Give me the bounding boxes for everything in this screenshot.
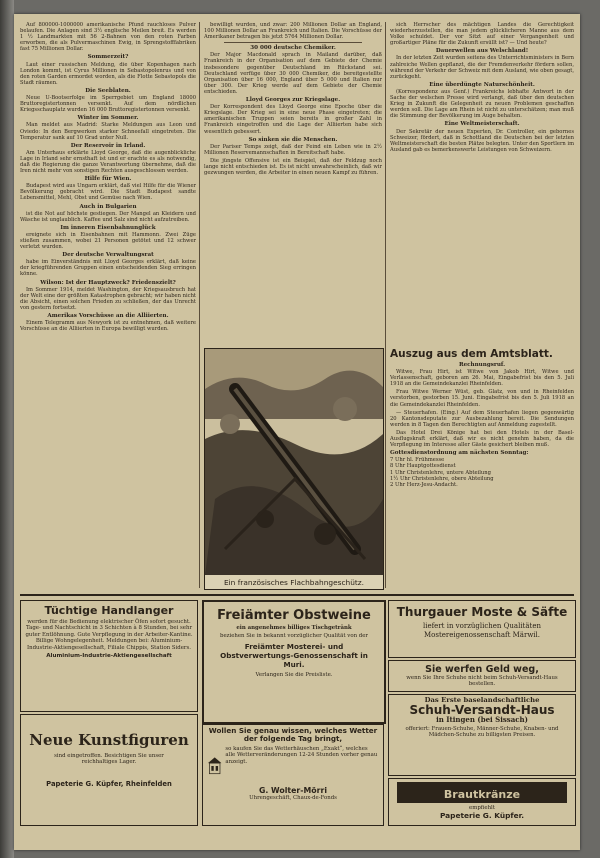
ad-kunstfiguren (20, 714, 198, 826)
amtsblatt-paragraph-4: Das Hotel Drei Könige hat bei den Hotels in der Basel-Ausflugskraft erklärt, daß wir es nicht genehm haben, da die Verpflegung im Interesse aller Gäste gesichert bleiben muß. (390, 429, 574, 449)
ad-schuh-intro: Das Erste baselandschaftliche (424, 696, 540, 704)
ad-geld (388, 660, 576, 692)
column-rule (385, 22, 386, 588)
ad-wetter-text: so kaufen Sie das Wetterhäuschen „Exakt“, welches alle Wetterveränderungen 12-24 Stunden vorher genau anzeigt. (225, 745, 378, 765)
ad-brautkraenze-sub: empfiehlt (469, 805, 495, 811)
col3-heading-2: Eine überdüngte Naturschönheit. (429, 81, 535, 88)
column-rule (199, 22, 200, 588)
col2-paragraph-1: Der Major Macdonald sprach in Mailand darüber, daß Frankreich in der Organisation auf dem Gebiete der Chemie insbesondere gegenüber Deutschland im Rückstand sei. Deutschland verfüge über 30 000 Chemiker, die bereitgestellte Organisation über 16 000, England über 5 000 und Italien nur über 300. Der Krieg werde auf dem Gebiete der Chemie entschieden. (204, 52, 382, 95)
ad-geld-text: wenn Sie Ihre Schuhe nicht beim Schuh-Versandt-Haus bestellen. (406, 675, 558, 688)
ad-kunstfiguren-text: sind eingetroffen. Besichtigen Sie unser reichhaltiges Lager. (54, 753, 164, 766)
ad-obstweine (202, 600, 386, 724)
col1-text-top: Auf 800000-1000000 amerikanische Pfund rauchloses Pulver belaufen. Die Anlagen sind 3½ englische Meilen breit. Es werden 1 ½ Landmarkten mit 56 2-Bahnen von den roten Farben erworben, die als Pulvermaschinen Ewig, in Sprengstofffabriken fast 75 Millionen Dollar. (20, 22, 196, 53)
ad-obstweine-title: Freiämter Obstweine (217, 608, 371, 623)
col2-heading-1: 30 000 deutsche Chemiker. (250, 45, 336, 52)
weather-house-icon (207, 746, 222, 786)
col2-paragraph-3: Der Pariser Temps zeigt, daß der Feind ein Leben wie in 2½ Millionen Reservemannschaften in Bereitschaft habe. (204, 143, 382, 156)
ad-brautkraenze-title: Brautkränze (443, 788, 521, 801)
col2-paragraph-2: Der Korrespondent des Lloyd George eine Epoche über die Kriegslage. Der Krieg sei in eine neue Phase eingetreten; die amerikanischen Truppen seien bereits in großer Zahl in Frankreich eingetroffen und die Lage der Alliierten habe sich wesentlich gebessert. (204, 104, 382, 135)
col1-heading-10: Amerikas Vorschüsse an die Alliierten. (47, 313, 169, 320)
col1-paragraph-9: Im Sommer 1914, meldet Washington, der Kriegsausbruch hat der Welt eine der größten Katastrophen gebracht; wir haben nicht die Absicht, einen solchen Frieden zu schließen, der das Unrecht von gestern fortsetzt. (20, 286, 196, 311)
ad-schuh-title: Schuh-Versandt-Haus (409, 703, 555, 718)
col1-paragraph-3: Man meldet aus Madrid: Starke Meldungen aus Leon und Oviedo: In den Bergwerken starker Schneefall eingetreten. Die Temperatur sank auf 10 Grad unter Null. (20, 122, 196, 141)
sunday-service-item: 7 Uhr hl. Frühmesse (390, 457, 445, 464)
ad-wetter-address: Uhrengeschäft, Chaux-de-Fonds (249, 794, 337, 801)
column-3 (390, 22, 574, 352)
column-2 (204, 22, 382, 352)
ad-schuh-town: in Itingen (bei Sissach) (436, 715, 528, 725)
ad-obstweine-company: Freiämter Mosterei- und Obstverwertungs-Genossenschaft in Muri. (220, 641, 368, 669)
col1-heading-9: Wilson: Ist der Hauptzweck? Friedenszielt? (40, 279, 176, 286)
col1-heading-2: Die Seeblaten. (85, 87, 131, 94)
ad-schuh-text: offeriert: Frauen-Schuhe, Männer-Schuhe, Knaben- und Mädchen-Schuhe zu billigsten Preisen. (405, 725, 559, 739)
col3-paragraph-1: In der letzten Zeit wurden seitens des Unterrichtsministers in Bern zahlreiche Wellen gepflanzt, die der Fremdenverkehr fördern sollen, während der Verkehr der Schweiz mit dem Ausland, wie oben gesagt, zurückgeht. (390, 55, 574, 80)
col3-heading-1: Dauerwellen aus Welschland! (435, 48, 529, 55)
col2-heading-3: So sinken sie die Menschen. (248, 136, 338, 143)
ad-brautkraenze-company: Papeterie G. Küpfer. (439, 811, 525, 821)
amtsblatt-title: Auszug aus dem Amtsblatt. (390, 348, 553, 360)
ad-handlanger-title: Tüchtige Handlanger (44, 604, 174, 617)
ad-handlanger-company: Aluminium-Industrie-Aktiengesellschaft (46, 653, 172, 660)
col1-paragraph-2: Neue U-Bootserfolge im Sperrgebiet um England 18000 Bruttoregistertonnen versenkt. Auf dem nördlichen Kriegsschauplatz wurden 16 000 Bruttoregistertonnen versenkt. (20, 95, 196, 114)
col3-paragraph-3: Der Sekretär der neuen Experten, Dr. Controller, ein gebornes Schweizer, fördert, daß in Schottland die Deutschen bei der letzten Weltmeisterschaft die besten Plätze belegten. Unter den Sportlern im Ausland gab es bemerkenswerte Leistungen von Schweizern. (390, 128, 574, 153)
photo-image (205, 349, 383, 575)
newspaper-page (14, 14, 580, 850)
ad-wetter-company: G. Wolter-Mörri (258, 785, 327, 795)
col3-heading-3: Eine Weltmeisterschaft. (444, 121, 520, 128)
col1-paragraph-7: ereignete sich in Eisenbahnen mit Hammonn. Zwei Züge stießen zusammen, wobei 21 Personen getötet und 12 schwer verletzt wurden. (20, 231, 196, 251)
col1-heading-1: Sommerzeit? (87, 54, 129, 61)
col3-paragraph-2: (Korrespondenz aus Genf.) Frankreichs lebhafte Antwort in der Sache der welschen Presse wird verlangt, daß über den deutschen Krieg in Zukunft die Gelegenheit zu neuen Problemen geschaffen werden soll. Die Lage am Rhein ist nicht zu unterschätzen; man muß die Stimmung der Bevölkerung im Auge behalten. (390, 88, 574, 120)
sunday-service-item: 2 Uhr Herz-Jesu-Andacht. (390, 481, 458, 488)
col1-paragraph-4: Am Unterhaus erklärte Lloyd George, daß die augenblickliche Lage in Irland sehr ernsthaft ist und er erachte es als notwendig, daß die Regierung die ganze Verantwortung übernehme, daß die Iren nicht mehr von sonstigen Rechten ausgeschlossen werden. (20, 149, 196, 175)
ad-thurgauer (388, 600, 576, 658)
col2-text-top: bewilligt wurden, und zwar: 200 Millionen Dollar an England, 100 Millionen Dollar an Frankreich und Italien. Die Vorschüsse der Amerikaner betragen bis jetzt 5764 Millionen Dollar. (204, 22, 382, 41)
photo-artillery (204, 348, 384, 590)
divider (224, 42, 362, 43)
ad-thurgauer-title: Thurgauer Moste & Säfte (396, 605, 568, 619)
ad-obstweine-note: Verlangen Sie die Preisliste. (255, 671, 333, 678)
col1-paragraph-10: Einem Telegramm aus Newyork ist zu entnehmen, daß weitere Vorschüsse an die Alliierten in Europa bewilligt wurden. (20, 320, 196, 333)
col1-heading-6: Auch in Bulgarien (79, 203, 137, 210)
ad-handlanger (20, 600, 198, 712)
ad-wetterhaeuschen (202, 724, 384, 826)
col2-paragraph-4: Die jüngste Offensive ist ein Beispiel, daß der Feldzug noch lange nicht entschieden ist. Es ist nicht unwahrscheinlich, daß wir gezwungen werden, die Arbeiter in einen neuen Kampf zu führen. (204, 157, 382, 177)
col1-heading-3: Winter im Sommer. (77, 115, 139, 122)
sunday-service-heading: Gottesdienstordnung am nächsten Sonntag: (390, 450, 529, 457)
ad-thurgauer-text: liefert in vorzüglichen Qualitäten (422, 622, 542, 630)
ad-handlanger-text: werden für die Bedienung elektrischer Öfen sofort gesucht. Tage- und Nachtschicht in 3 Schichten à 8 Stunden, bei sehr guter Entlöhnung. Gute Verpflegung in der Arbeiter-Kantine. Billige Wohngelegenheit. Meldungen bei: Aluminium-Industrie-Aktiengesellschaft, Filiale Chippis, Station Siders. (25, 619, 193, 651)
col2-heading-2: Lloyd Georges zur Kriegslage. (245, 97, 341, 104)
ad-obstweine-subtitle: ein angenehmes billiges Tischgetränk (236, 625, 352, 631)
ad-thurgauer-company: Mostereigenossenschaft Märwil. (423, 631, 541, 639)
col1-heading-5: Hilfe für Wien. (84, 176, 132, 183)
amtsblatt-paragraph-2: Frau Witwe Werner Wüst, geb. Glatz, von und in Rheinfelden verstorben, gestorben 15. Juni. Eingabefrist bis den 5. Juli 1918 an die Gemeindekanzlei Rheinfelden. (390, 389, 574, 408)
col1-heading-7: Im inneren Eisenbahnunglück (60, 224, 156, 231)
ad-geld-title: Sie werfen Geld weg, (425, 664, 539, 675)
col1-heading-4: Der Reservoir in Irland. (70, 142, 146, 149)
amtsblatt-paragraph-1: Witwe, Frau Hirt, ist Witwe von Jakob Hirt, Witwe und Verlassenschaft, geboren am 26. Mai, Eingabefrist bis den 5. Juli 1918 an die Gemeindekanzlei Rheinfelden. (390, 369, 574, 388)
photo-caption: Ein französisches Flachbahngeschütz. (223, 578, 365, 587)
sunday-service-item: 1 Uhr Christenlehre, untere Abteilung (390, 469, 491, 476)
col1-paragraph-6: ist die Not auf höchste gestiegen. Der Mangel an Kleidern und Wäsche ist unglaublich. Kaffee und Salz sind nicht aufzutreiben. (20, 210, 196, 223)
column-1 (20, 22, 196, 592)
amtsblatt-subheading: Rechnungsruf. (458, 362, 506, 368)
ad-brautkraenze (388, 778, 576, 826)
sunday-service-item: 8 Uhr Hauptgottesdienst (390, 463, 456, 470)
ad-kunstfiguren-company: Papeterie G. Küpfer, Rheinfelden (46, 779, 172, 788)
ad-obstweine-text: beziehen Sie in bekannt vorzüglicher Qualität von der (220, 633, 368, 640)
ad-wetter-title: Wollen Sie genau wissen, welches Wetter der folgende Tag bringt, (208, 726, 378, 744)
col1-paragraph-8: habe im Einverständnis mit Lloyd Georges erklärt, daß keine der kriegführenden Gruppen einen entscheidenden Sieg erringen könne. (20, 259, 196, 278)
col1-heading-8: Der deutsche Verwaltungsrat (62, 252, 154, 259)
col1-paragraph-1: Laut einer russischen Meldung, die über Kopenhagen nach London kommt, ist Cyrus Millionen in Sebastopolenrus und von den roten Garden ermordet worden, als die Flotte Sebastopols die Stadt räumen. (20, 61, 196, 86)
col1-paragraph-5: Budapest wird aus Ungarn erklärt, daß viel Hilfe für die Wiener Bevölkerung gebracht wird. Die Stadt Budapest sandte Lebensmittel, Mehl, Obst und Gemüse nach Wien. (20, 183, 196, 202)
ad-section-rule (20, 594, 574, 596)
amtsblatt-paragraph-3: — Steuerhafen. (Eing.) Auf dem Steuerhafen liegen gegenwärtig 20 Kantonsdeputate zur Ausbezahlung bereit. Die Sendungen werden in 8 Tagen den Berechtigten auf Anmeldung zugestellt. (390, 409, 574, 428)
ad-schuh-versandt (388, 694, 576, 776)
col3-text-top: sich Herrscher des mächtigen Landes die Gerechtigkeit wiederherzustellen, die man jedem glücklicheren Manne aus dem Volke schuldet. Der vor Sitzt auf einer Vergangenheit und großartiger Pläne für die Zukunft ersüllt ist? — Und heute? (390, 22, 574, 47)
book-binding (0, 0, 14, 858)
ad-kunstfiguren-title: Neue Kunstfiguren (29, 731, 189, 749)
sunday-service-item: 1½ Uhr Christenlehre, obere Abteilung (390, 475, 494, 482)
amtsblatt-section (390, 348, 574, 592)
